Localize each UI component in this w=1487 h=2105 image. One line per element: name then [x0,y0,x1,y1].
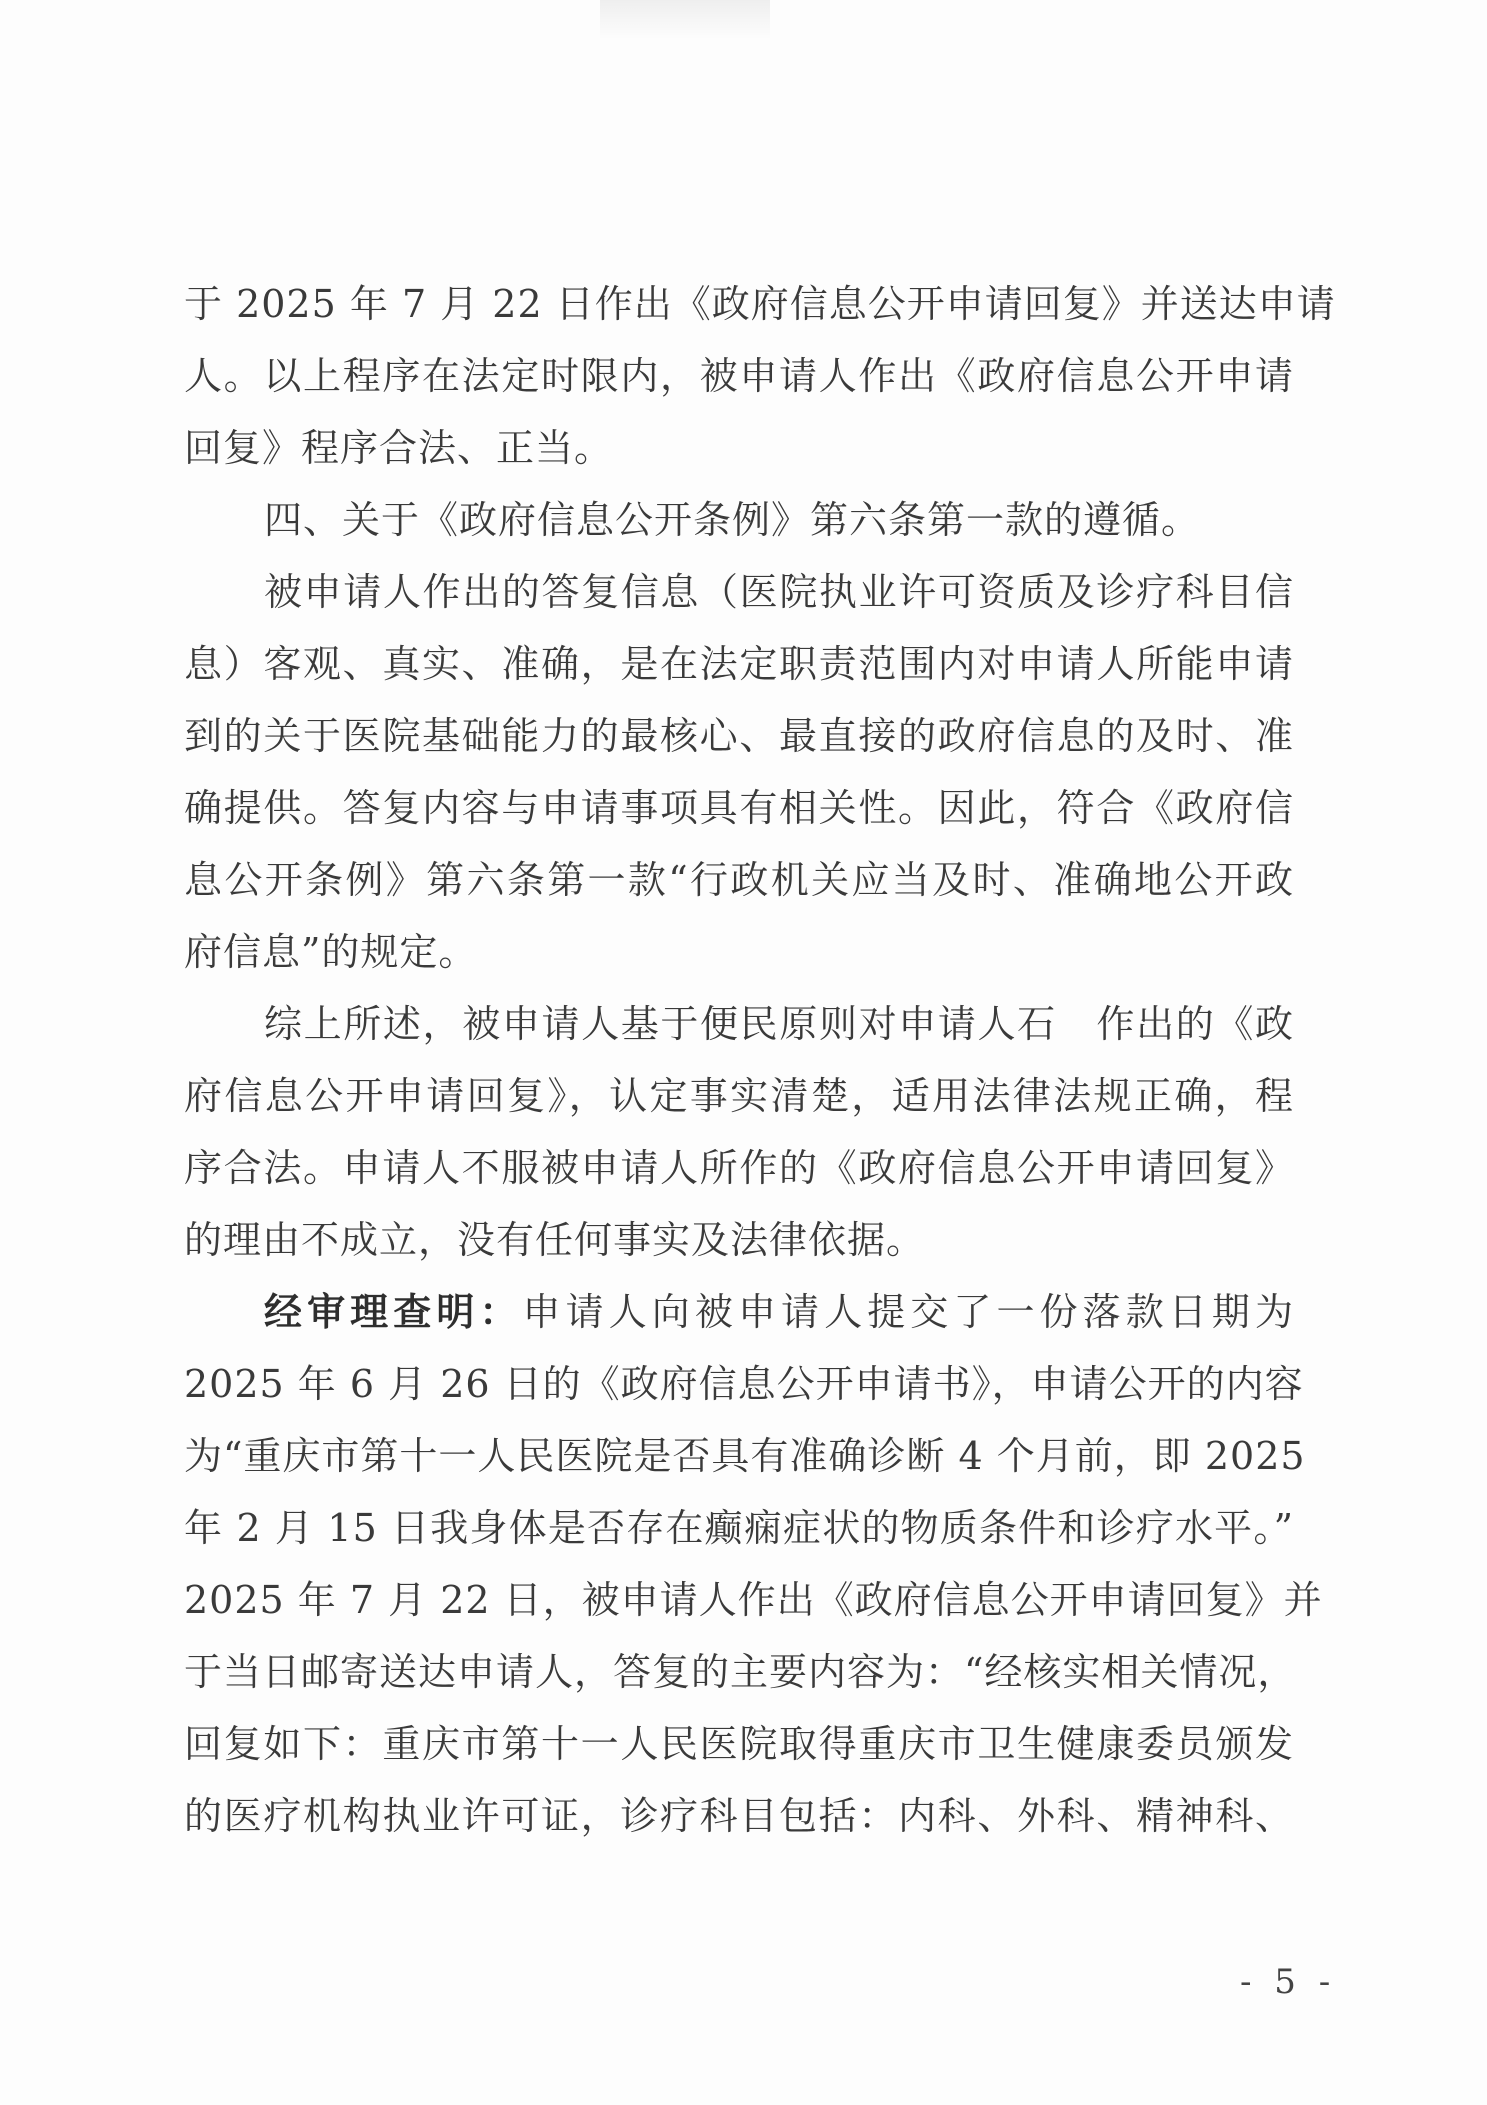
text-line: 2025 年 7 月 22 日，被申请人作出《政府信息公开申请回复》并 [184,1578,1323,1622]
text-line: 2025 年 6 月 26 日的《政府信息公开申请书》，申请公开的内容 [184,1362,1304,1406]
text-line: 综上所述，被申请人基于便民原则对申请人石 作出的《政 [264,1002,1294,1046]
finding-first-rest: 申请人向被申请人提交了一份落款日期为 [522,1290,1294,1334]
finding-lead: 经审理查明： [264,1290,523,1334]
scan-shadow [600,0,770,40]
text-line: 被申请人作出的答复信息（医院执业许可资质及诊疗科目信 [264,570,1294,614]
text-line: 于 2025 年 7 月 22 日作出《政府信息公开申请回复》并送达申请 [184,282,1336,326]
text-line: 序合法。申请人不服被申请人所作的《政府信息公开申请回复》 [184,1146,1294,1190]
page-number: - 5 - [1240,1962,1337,2002]
finding-first-line [184,1276,1294,1348]
section-heading: 四、关于《政府信息公开条例》第六条第一款的遵循。 [264,498,1201,542]
text-line: 为“重庆市第十一人民医院是否具有准确诊断 4 个月前，即 2025 [184,1434,1306,1478]
text-line: 年 2 月 15 日我身体是否存在癫痫症状的物质条件和诊疗水平。” [184,1506,1294,1550]
text-line: 回复如下：重庆市第十一人民医院取得重庆市卫生健康委员颁发 [184,1722,1294,1766]
text-line: 府信息”的规定。 [184,930,478,974]
text-line: 息）客观、真实、准确，是在法定职责范围内对申请人所能申请 [184,642,1294,686]
text-line: 到的关于医院基础能力的最核心、最直接的政府信息的及时、准 [184,714,1294,758]
text-line: 确提供。答复内容与申请事项具有相关性。因此，符合《政府信 [184,786,1294,830]
text-line: 回复》程序合法、正当。 [184,426,614,470]
text-line: 人。以上程序在法定时限内，被申请人作出《政府信息公开申请 [184,354,1294,398]
text-line: 息公开条例》第六条第一款“行政机关应当及时、准确地公开政 [184,858,1294,902]
text-line: 的理由不成立，没有任何事实及法律依据。 [184,1218,926,1262]
text-line: 府信息公开申请回复》，认定事实清楚，适用法律法规正确，程 [184,1074,1294,1118]
body-text [184,268,1336,1852]
text-line: 的医疗机构执业许可证，诊疗科目包括：内科、外科、精神科、 [184,1794,1294,1838]
text-line: 于当日邮寄送达申请人，答复的主要内容为：“经核实相关情况， [184,1650,1297,1694]
